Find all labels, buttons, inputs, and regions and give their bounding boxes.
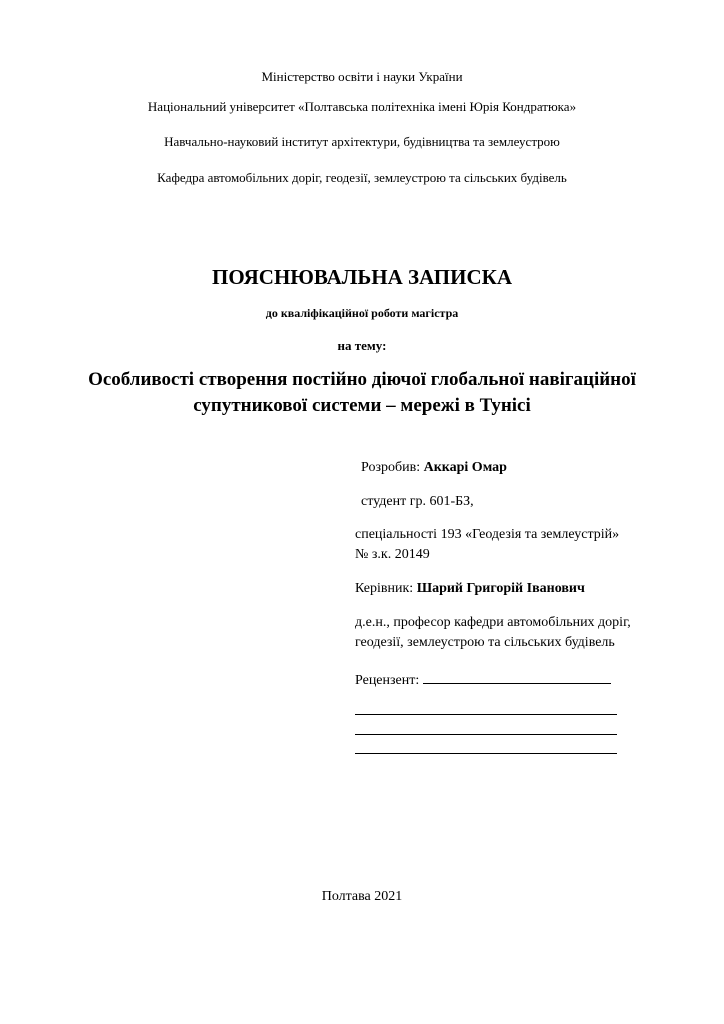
department-line: Кафедра автомобільних доріг, геодезії, землеустрою та сільських будівель xyxy=(157,170,567,185)
supervisor-row xyxy=(355,582,585,596)
ministry-line: Міністерство освіти і науки України xyxy=(261,69,463,84)
topic-line-1: Особливості створення постійно діючої глобальної навігаційної xyxy=(88,369,636,390)
reviewer-blank-line-3 xyxy=(355,753,617,754)
city-year: Полтава 2021 xyxy=(321,889,403,904)
author-row xyxy=(361,461,507,475)
supervisor-position-line-2: геодезії, землеустрою та сільських будівель xyxy=(355,635,615,650)
supervisor-position-line-1: д.е.н., професор кафедри автомобільних доріг, xyxy=(355,615,631,630)
reviewer-label: Рецензент: xyxy=(355,673,420,688)
reviewer-blank-line-1 xyxy=(355,714,617,715)
author-record-book: № з.к. 20149 xyxy=(355,547,430,562)
reviewer-name-blank xyxy=(423,669,611,684)
author-name: Аккарі Омар xyxy=(423,460,507,475)
theme-label: на тему: xyxy=(337,338,387,353)
supervisor-label: Керівник: xyxy=(355,581,414,596)
document-title: ПОЯСНЮВАЛЬНА ЗАПИСКА xyxy=(211,265,513,289)
author-specialty: спеціальності 193 «Геодезія та землеустрій» xyxy=(355,527,620,542)
university-line: Національний університет «Полтавська політехніка імені Юрія Кондратюка» xyxy=(147,99,577,114)
reviewer-row xyxy=(355,669,611,688)
document-subtitle: до кваліфікаційної роботи магістра xyxy=(265,306,459,320)
reviewer-blank-line-2 xyxy=(355,734,617,735)
supervisor-name: Шарий Григорій Іванович xyxy=(416,581,585,596)
topic-line-2: супутникової системи – мережі в Тунісі xyxy=(193,395,531,416)
author-group: студент гр. 601-БЗ, xyxy=(361,494,474,509)
institute-line: Навчально-науковий інститут архітектури, будівництва та землеустрою xyxy=(164,134,560,149)
author-label: Розробив: xyxy=(361,460,421,475)
